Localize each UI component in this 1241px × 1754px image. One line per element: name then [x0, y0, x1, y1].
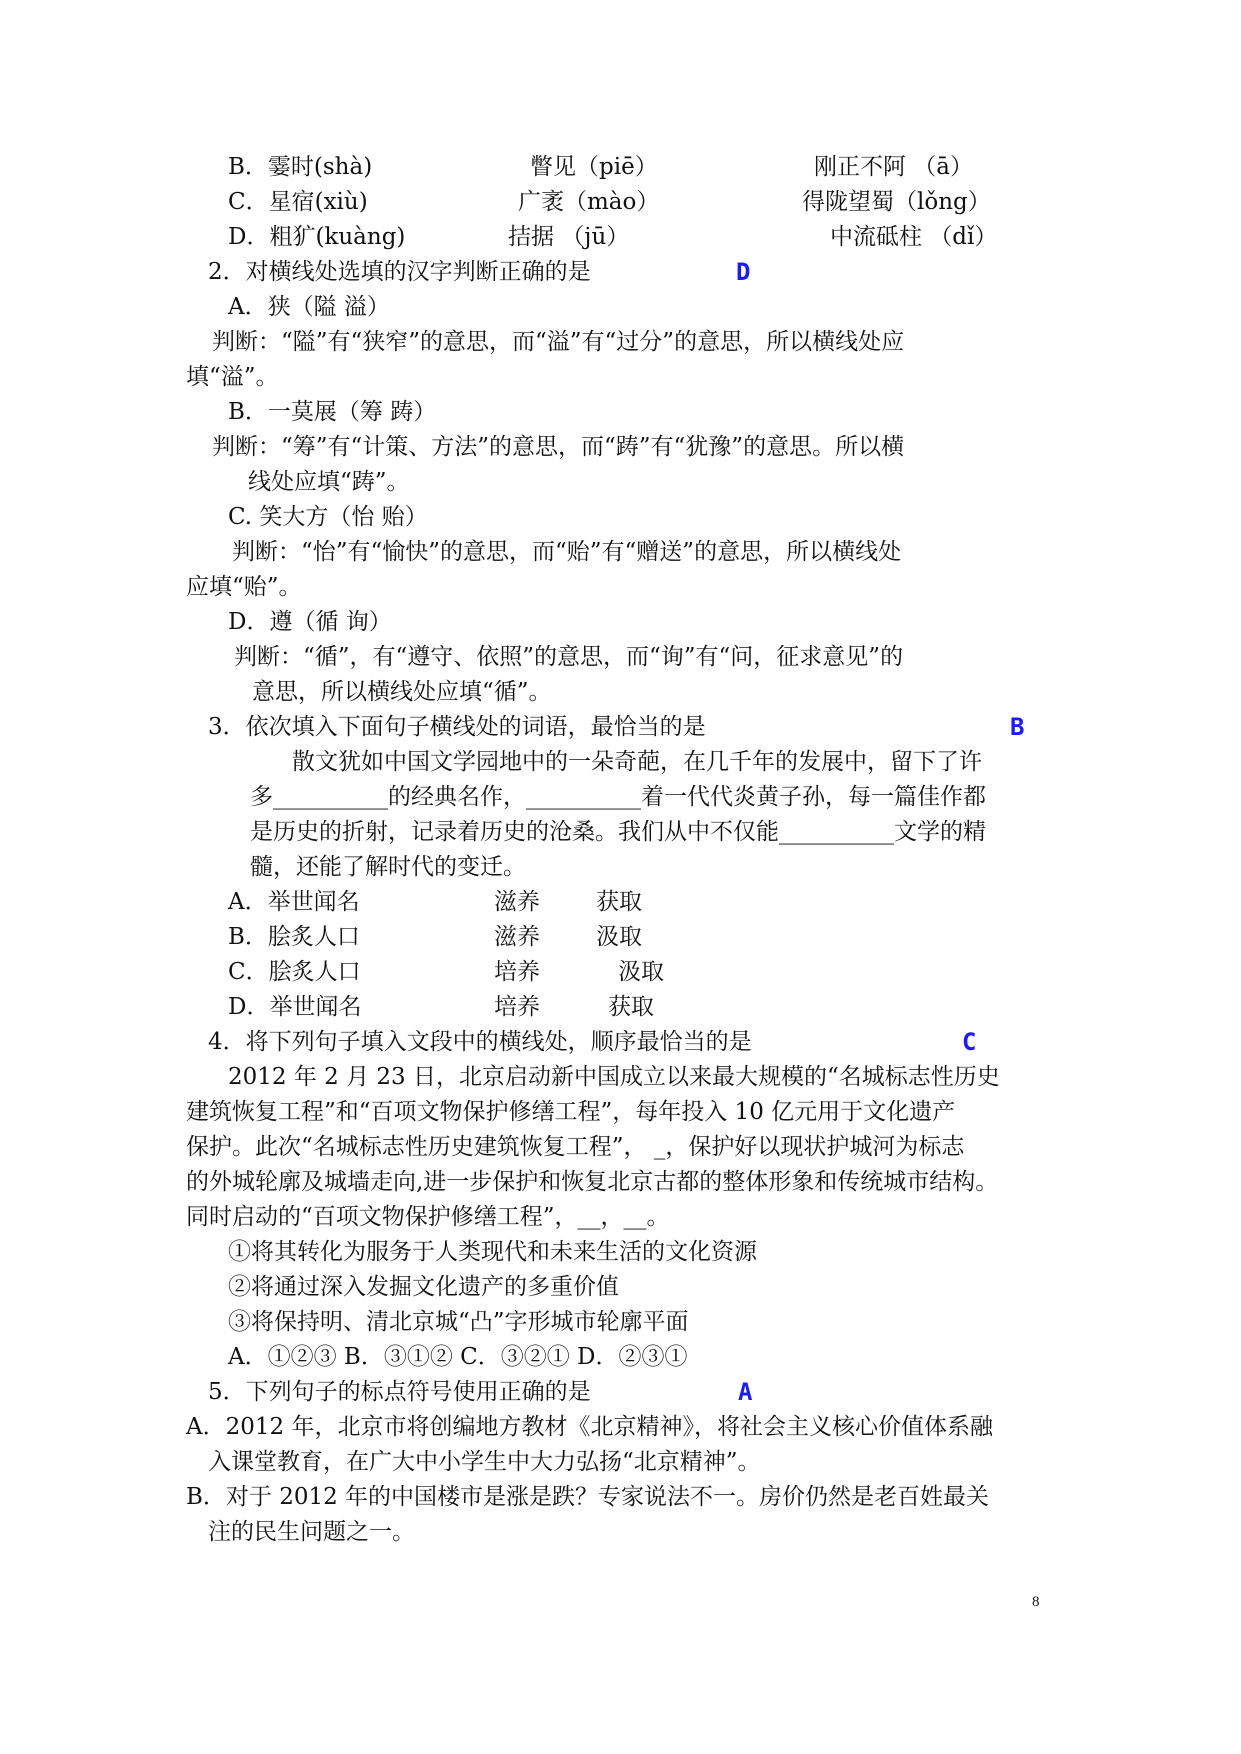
- q3-option-b-col3: 汲取: [596, 924, 642, 950]
- q4-sentence-1: ①将其转化为服务于人类现代和未来生活的文化资源: [228, 1239, 757, 1265]
- q5-option-b-line2: 注的民生问题之一。: [208, 1519, 415, 1545]
- q2-judgement-c-line1: 判断：“怡”有“愉快”的意思，而“贻”有“赠送”的意思，所以横线处: [232, 539, 902, 565]
- q5-answer: A: [738, 1378, 753, 1406]
- q3-option-a-col3: 获取: [596, 889, 642, 915]
- q1-option-d-col2: 拮据 （jū）: [508, 224, 630, 250]
- q2-option-d: D．遵（循 询）: [228, 609, 392, 635]
- q2-judgement-b-line2: 线处应填“踌”。: [248, 469, 410, 495]
- q4-sentence-2: ②将通过深入发掘文化遗产的多重价值: [228, 1274, 619, 1300]
- q2-option-a: A．狭（隘 溢）: [228, 294, 390, 320]
- q3-option-a-col2: 滋养: [494, 889, 540, 915]
- q2-stem: 2．对横线处选填的汉字判断正确的是: [208, 259, 591, 285]
- q1-option-c-col2: 广袤（mào）: [518, 189, 660, 215]
- q3-passage-line3: 是历史的折射，记录着历史的沧桑。我们从中不仅能__________文学的精: [250, 819, 986, 845]
- q5-option-b-line1: B．对于 2012 年的中国楼市是涨是跌？专家说法不一。房价仍然是老百姓最关: [186, 1484, 990, 1510]
- q4-passage-line2: 建筑恢复工程”和“百项文物保护修缮工程”，每年投入 10 亿元用于文化遗产: [186, 1099, 956, 1125]
- q1-option-b-col1: B．霎时(shà): [228, 154, 373, 180]
- q3-option-b-col1: B．脍炙人口: [228, 924, 360, 950]
- q4-options: A．①②③ B．③①② C．③②① D．②③①: [228, 1344, 688, 1370]
- page-number: 8: [1032, 1594, 1040, 1610]
- q5-option-a-line1: A．2012 年，北京市将创编地方教材《北京精神》，将社会主义核心价值体系融: [186, 1414, 993, 1440]
- q1-option-d-col3: 中流砥柱 （dǐ）: [830, 224, 998, 250]
- q3-option-d-col3: 获取: [608, 994, 654, 1020]
- q2-judgement-b-line1: 判断：“筹”有“计策、方法”的意思，而“踌”有“犹豫”的意思。所以横: [212, 434, 905, 460]
- q2-judgement-d-line1: 判断：“循”，有“遵守、依照”的意思，而“询”有“问，征求意见”的: [234, 644, 904, 670]
- q3-option-a-col1: A．举世闻名: [228, 889, 360, 915]
- q2-answer: D: [736, 258, 751, 286]
- q4-stem: 4．将下列句子填入文段中的横线处，顺序最恰当的是: [208, 1029, 752, 1055]
- q3-stem: 3．依次填入下面句子横线处的词语，最恰当的是: [208, 714, 706, 740]
- q4-passage-line3: 保护。此次“名城标志性历史建筑恢复工程”， _，保护好以现状护城河为标志: [186, 1134, 965, 1160]
- q4-answer: C: [962, 1028, 977, 1056]
- q4-passage-line5: 同时启动的“百项文物保护修缮工程”，__，__。: [186, 1204, 670, 1230]
- q2-option-c: C. 笑大方（怡 贻）: [228, 504, 428, 530]
- q1-option-b-col2: 瞥见（piē）: [530, 154, 658, 180]
- q3-option-c-col2: 培养: [494, 959, 540, 985]
- q1-option-b-col3: 刚正不阿 （ā）: [814, 154, 974, 180]
- q5-stem: 5．下列句子的标点符号使用正确的是: [208, 1379, 591, 1405]
- q3-answer: B: [1010, 713, 1025, 741]
- q4-passage-line1: 2012 年 2 月 23 日，北京启动新中国成立以来最大规模的“名城标志性历史: [228, 1064, 1000, 1090]
- q3-option-d-col2: 培养: [494, 994, 540, 1020]
- q2-judgement-a-line2: 填“溢”。: [186, 364, 279, 390]
- q2-judgement-c-line2: 应填“贻”。: [186, 574, 302, 600]
- q4-sentence-3: ③将保持明、清北京城“凸”字形城市轮廓平面: [228, 1309, 689, 1335]
- q3-option-d-col1: D．举世闻名: [228, 994, 362, 1020]
- q3-option-b-col2: 滋养: [494, 924, 540, 950]
- q1-option-d-col1: D．粗犷(kuàng): [228, 224, 406, 250]
- q3-passage-line2: 多__________的经典名作，__________着一代代炎黄子孙，每一篇佳作都: [250, 784, 986, 810]
- q1-option-c-col3: 得陇望蜀（lǒng）: [802, 189, 991, 215]
- q5-option-a-line2: 入课堂教育，在广大中小学生中大力弘扬“北京精神”。: [208, 1449, 761, 1475]
- q2-option-b: B．一莫展（筹 踌）: [228, 399, 437, 425]
- q3-option-c-col3: 汲取: [618, 959, 664, 985]
- q2-judgement-a-line1: 判断：“隘”有“狭窄”的意思，而“溢”有“过分”的意思，所以横线处应: [212, 329, 905, 355]
- q3-passage-line4: 髓，还能了解时代的变迁。: [250, 854, 526, 880]
- q3-passage-line1: 散文犹如中国文学园地中的一朵奇葩，在几千年的发展中，留下了许: [292, 749, 982, 775]
- q3-option-c-col1: C．脍炙人口: [228, 959, 361, 985]
- q2-judgement-d-line2: 意思，所以横线处应填“循”。: [252, 679, 552, 705]
- q4-passage-line4: 的外城轮廓及城墙走向,进一步保护和恢复北京古都的整体形象和传统城市结构。: [186, 1169, 999, 1195]
- q1-option-c-col1: C．星宿(xiù): [228, 189, 368, 215]
